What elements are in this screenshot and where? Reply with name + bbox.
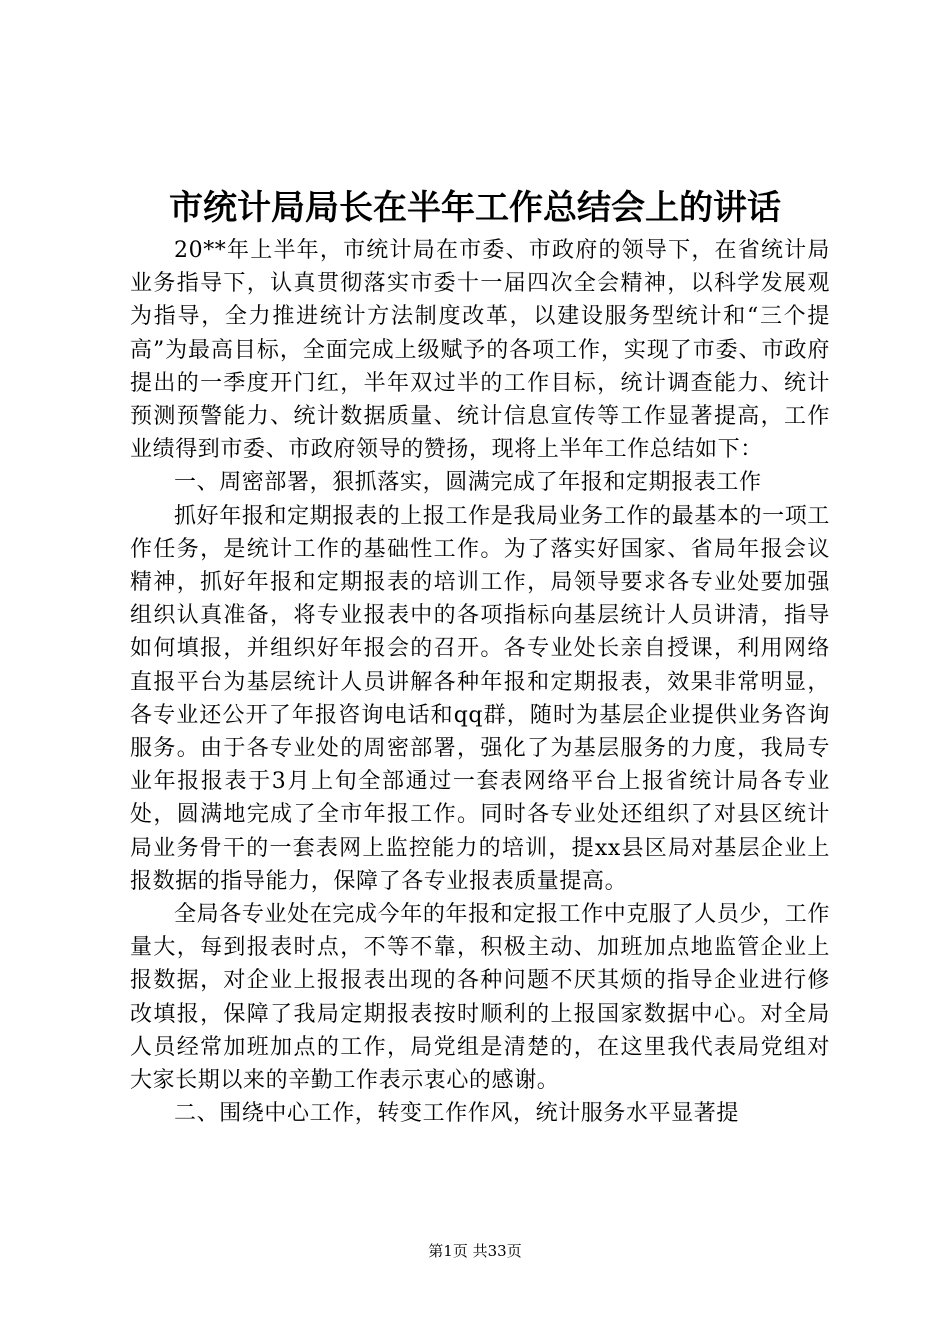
section-heading-2: 二、围绕中心工作，转变工作作风，统计服务水平显著提 — [174, 1101, 740, 1127]
paragraph-intro: 20**年上半年，市统计局在市委、市政府的领导下，在省统计局业务指导下，认真贯彻落实市委十一届四次全会精神，以科学发展观为指导，全力推进统计方法制度改革，以建设服务型统计和“三个提高”为最高目标，全面完成上级赋予的各项工作，实现了市委、市政府提出的一季度开门红，半年双过半的工作目标，统计调查能力、统计预测预警能力、统计数据质量、统计信息宣传等工作显著提高，工作业绩得到市委、市政府领导的赞扬，现将上半年工作总结如下： — [130, 238, 830, 463]
document-body — [130, 234, 830, 1130]
page-footer: 第1页 共33页 — [428, 1242, 522, 1260]
section-heading-1: 一、周密部署，狠抓落实，圆满完成了年报和定期报表工作 — [174, 470, 762, 496]
document-title: 市统计局局长在半年工作总结会上的讲话 — [169, 188, 781, 228]
paragraph-annual-report: 抓好年报和定期报表的上报工作是我局业务工作的最基本的一项工作任务，是统计工作的基础性工作。为了落实好国家、省局年报会议精神，抓好年报和定期报表的培训工作，局领导要求各专业处要加强组织认真准备，将专业报表中的各项指标向基层统计人员讲清，指导如何填报，并组织好年报会的召开。各专业处长亲自授课，利用网络直报平台为基层统计人员讲解各种年报和定期报表，效果非常明显，各专业还公开了年报咨询电话和qq群，随时为基层企业提供业务咨询服务。由于各专业处的周密部署，强化了为基层服务的力度，我局专业年报报表于3月上旬全部通过一套表网络平台上报省统计局各专业处，圆满地完成了全市年报工作。同时各专业处还组织了对县区统计局业务骨干的一套表网上监控能力的培训，提xx县区局对基层企业上报数据的指导能力，保障了各专业报表质量提高。 — [130, 503, 830, 894]
paragraph-staff-effort: 全局各专业处在完成今年的年报和定报工作中克服了人员少，工作量大，每到报表时点，不等不靠，积极主动、加班加点地监管企业上报数据，对企业上报报表出现的各种问题不厌其烦的指导企业进行修改填报，保障了我局定期报表按时顺利的上报国家数据中心。对全局人员经常加班加点的工作，局党组是清楚的，在这里我代表局党组对大家长期以来的辛勤工作表示衷心的感谢。 — [130, 902, 830, 1094]
